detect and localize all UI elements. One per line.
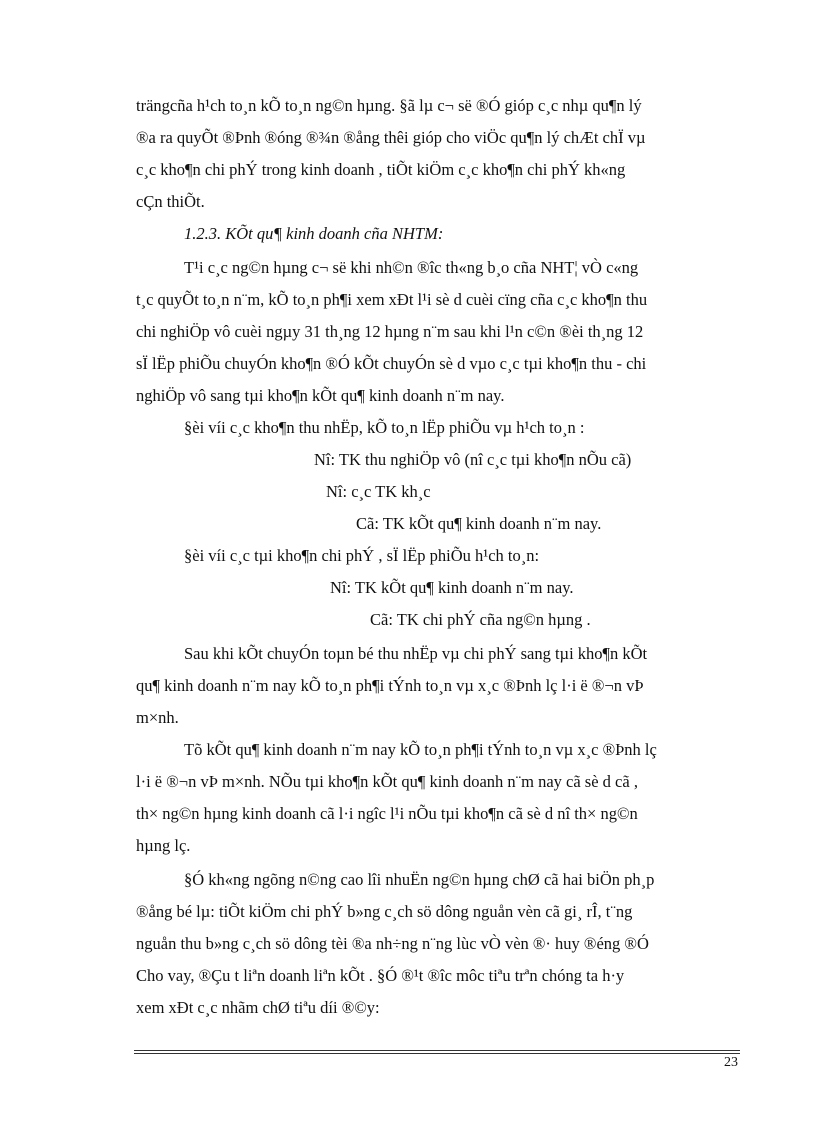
footer-rule-bottom <box>134 1053 740 1054</box>
text-line: ®a ra quyÕt ®Þnh ®óng ®¾n ®ång thêi gióp cho viÖc qu¶n lý chÆt chÏ vµ <box>136 128 646 147</box>
text-line: sÏ lËp phiÕu chuyÓn kho¶n ®Ó kÕt chuyÓn sè d vµo c¸c tµi kho¶n thu - chi <box>136 354 647 373</box>
text-line: xem xÐt c¸c nhãm chØ tiªu díi ®©y: <box>136 998 380 1017</box>
text-line: t¸c quyÕt to¸n n¨m, kÕ to¸n ph¶i xem xÐt l¹i sè d cuèi cïng cña c¸c kho¶n thu <box>136 290 648 309</box>
entry-line: Nî: TK thu nghiÖp vô (nî c¸c tµi kho¶n nÕu cã) <box>314 450 632 469</box>
text-line: ®ång bé lµ: tiÕt kiÖm chi phÝ b»ng c¸ch sö dông nguån vèn cã gi¸ rÎ, t¨ng <box>136 902 633 921</box>
text-line: §Ó kh«ng ngõng n©ng cao lîi nhuËn ng©n hµng chØ cã hai biÖn ph¸p <box>184 870 655 889</box>
text-line: hµng lç. <box>136 836 191 855</box>
text-line: Tõ kÕt qu¶ kinh doanh n¨m nay kÕ to¸n ph¶i tÝnh to¸n vµ x¸c ®Þnh lç <box>184 740 657 759</box>
text-line: trängcña h¹ch to¸n kÕ to¸n ng©n hµng. §ã lµ c¬ së ®Ó gióp c¸c nhµ qu¶n lý <box>136 96 642 115</box>
entry-line: Cã: TK chi phÝ cña ng©n hµng . <box>370 610 591 629</box>
text-line: l·i ë ®¬n vÞ m×nh. NÕu tµi kho¶n kÕt qu¶ kinh doanh n¨m nay cã sè d cã , <box>136 772 638 791</box>
text-line: T¹i c¸c ng©n hµng c¬ së khi nh©n ®îc th«ng b¸o cña NHT¦ vÒ c«ng <box>184 258 639 277</box>
section-heading: 1.2.3. KÕt qu¶ kinh doanh cña NHTM: <box>184 224 444 243</box>
footer-rule-top <box>134 1050 740 1051</box>
text-line: qu¶ kinh doanh n¨m nay kÕ to¸n ph¶i tÝnh to¸n vµ x¸c ®Þnh lç l·i ë ®¬n vÞ <box>136 676 644 695</box>
text-line: cÇn thiÕt. <box>136 192 205 211</box>
text-line: §èi víi c¸c tµi kho¶n chi phÝ , sÏ lËp phiÕu h¹ch to¸n: <box>184 546 540 565</box>
entry-line: Cã: TK kÕt qu¶ kinh doanh n¨m nay. <box>356 514 602 533</box>
entry-line: Nî: TK kÕt qu¶ kinh doanh n¨m nay. <box>330 578 574 597</box>
text-line: c¸c kho¶n chi phÝ trong kinh doanh , tiÕt kiÖm c¸c kho¶n chi phÝ kh«ng <box>136 160 626 179</box>
page-number: 23 <box>724 1055 738 1070</box>
text-line: Sau khi kÕt chuyÓn toµn bé thu nhËp vµ chi phÝ sang tµi kho¶n kÕt <box>184 644 648 663</box>
entry-line: Nî: c¸c TK kh¸c <box>326 482 431 501</box>
text-line: Cho vay, ®Çu t liªn doanh liªn kÕt . §Ó ®¹t ®îc môc tiªu trªn chóng ta h·y <box>136 966 625 985</box>
text-line: §èi víi c¸c kho¶n thu nhËp, kÕ to¸n lËp phiÕu vµ h¹ch to¸n : <box>184 418 585 437</box>
text-line: th× ng©n hµng kinh doanh cã l·i ngîc l¹i nÕu tµi kho¶n cã sè d nî th× ng©n <box>136 804 638 823</box>
text-line: nguån thu b»ng c¸ch sö dông tèi ®a nh÷ng n¨ng lùc vÒ vèn ®· huy ®éng ®Ó <box>136 934 649 953</box>
text-line: nghiÖp vô sang tµi kho¶n kÕt qu¶ kinh doanh n¨m nay. <box>136 386 505 405</box>
text-line: chi nghiÖp vô cuèi ngµy 31 th¸ng 12 hµng n¨m sau khi l¹n c©n ®èi th¸ng 12 <box>136 322 644 341</box>
text-line: m×nh. <box>136 708 179 727</box>
